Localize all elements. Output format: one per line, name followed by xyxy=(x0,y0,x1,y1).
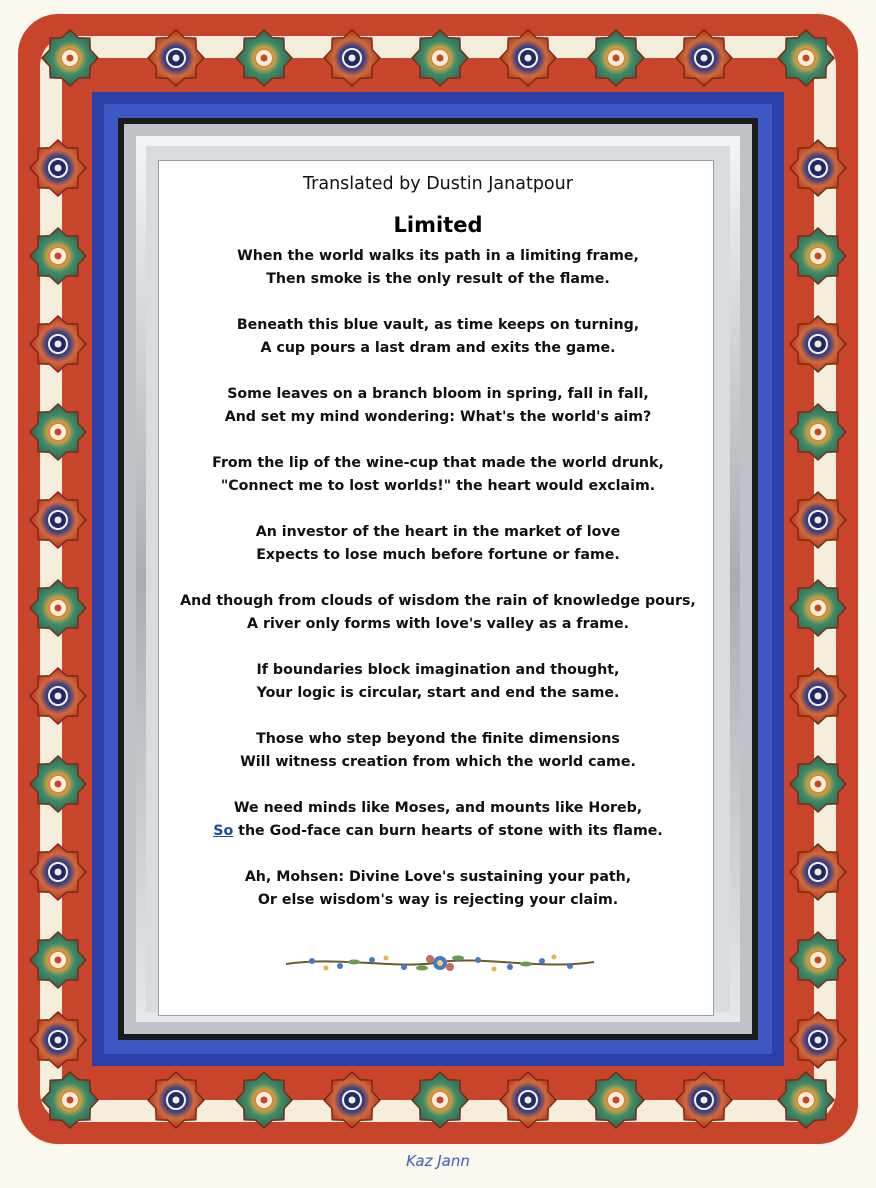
translator-credit: Translated by Dustin Janatpour xyxy=(303,174,573,194)
border-medallion xyxy=(790,1012,846,1068)
stanza xyxy=(0,521,876,567)
poem-line: Some leaves on a branch bloom in spring, fall in fall, xyxy=(227,386,649,402)
border-medallion xyxy=(588,1072,644,1128)
border-medallion xyxy=(30,932,86,988)
border-medallion xyxy=(42,30,98,86)
border-medallion xyxy=(778,30,834,86)
stanza xyxy=(0,314,876,360)
poem-line: If boundaries block imagination and thought, xyxy=(256,662,620,678)
stanza xyxy=(0,728,876,774)
stanza xyxy=(0,452,876,498)
border-medallion xyxy=(42,1072,98,1128)
poem-line: A cup pours a last dram and exits the game. xyxy=(260,340,616,356)
border-medallion xyxy=(236,1072,292,1128)
artist-signature: Kaz Jann xyxy=(406,1152,470,1170)
stanza xyxy=(0,866,876,912)
poem-line: Expects to lose much before fortune or fame. xyxy=(256,547,620,563)
poem-line: A river only forms with love's valley as a frame. xyxy=(247,616,629,632)
poem-line: "Connect me to lost worlds!" the heart would exclaim. xyxy=(220,478,656,494)
border-medallion xyxy=(324,30,380,86)
border-medallion xyxy=(324,1072,380,1128)
poem-line: Will witness creation from which the world came. xyxy=(240,754,636,770)
stanza xyxy=(0,797,876,843)
border-medallion xyxy=(676,30,732,86)
border-medallion xyxy=(500,1072,556,1128)
border-medallion xyxy=(236,30,292,86)
poem-line: When the world walks its path in a limiting frame, xyxy=(237,248,639,264)
border-medallion xyxy=(148,1072,204,1128)
poem-line: Or else wisdom's way is rejecting your claim. xyxy=(257,892,619,908)
poem-line-rest: the God-face can burn hearts of stone with its flame. xyxy=(238,823,663,839)
poem-body xyxy=(0,245,876,935)
border-medallion xyxy=(30,1012,86,1068)
border-medallion xyxy=(500,30,556,86)
poem-line: Then smoke is the only result of the flame. xyxy=(266,271,610,287)
poem-title: Limited xyxy=(393,213,483,237)
poem-line: From the lip of the wine-cup that made the world drunk, xyxy=(212,455,664,471)
poem-line: And though from clouds of wisdom the rain of knowledge pours, xyxy=(180,593,696,609)
border-medallion xyxy=(148,30,204,86)
poem-line: And set my mind wondering: What's the world's aim? xyxy=(224,409,652,425)
floral-divider-ornament xyxy=(282,948,598,980)
border-medallion xyxy=(588,30,644,86)
stanza xyxy=(0,590,876,636)
poem-line: Your logic is circular, start and end the same. xyxy=(256,685,620,701)
stanza xyxy=(0,383,876,429)
border-medallion xyxy=(790,932,846,988)
border-medallion xyxy=(676,1072,732,1128)
stanza xyxy=(0,659,876,705)
poem-line: Beneath this blue vault, as time keeps on turning, xyxy=(236,317,640,333)
border-medallion xyxy=(778,1072,834,1128)
stanza xyxy=(0,245,876,291)
poem-line: We need minds like Moses, and mounts like Horeb, xyxy=(233,800,643,816)
poem-line: Those who step beyond the finite dimensions xyxy=(256,731,620,747)
poem-line: An investor of the heart in the market of love xyxy=(255,524,621,540)
border-medallion xyxy=(412,30,468,86)
border-medallion xyxy=(412,1072,468,1128)
poem-line: Ah, Mohsen: Divine Love's sustaining your path, xyxy=(244,869,632,885)
poem-line xyxy=(0,820,876,843)
underlined-word: So xyxy=(213,823,234,839)
